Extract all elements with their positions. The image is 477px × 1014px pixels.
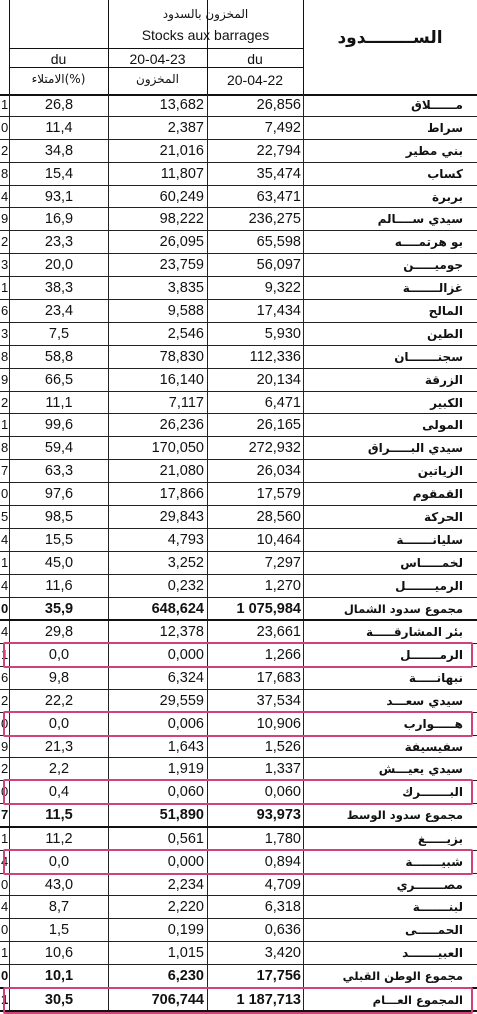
table-row	[0, 736, 477, 759]
capacity-cell: 22,794	[207, 140, 303, 162]
table-header	[0, 0, 477, 96]
stock-cell: 1,919	[108, 758, 207, 780]
dam-name-cell: غزالـــــــة	[303, 277, 477, 299]
capacity-cell: 26,856	[207, 94, 303, 116]
stock-cell: 29,559	[108, 690, 207, 712]
stock-cell: 170,050	[108, 437, 207, 459]
header-divider	[303, 0, 304, 94]
capacity-cell: 9,322	[207, 277, 303, 299]
row-edge-digit: 0	[1, 968, 9, 984]
stock-cell: 2,546	[108, 323, 207, 345]
stock-cell: 26,095	[108, 231, 207, 253]
capacity-cell: 17,579	[207, 483, 303, 505]
stock-cell: 0,000	[108, 851, 207, 873]
header-date-current: 20-04-23	[129, 51, 186, 67]
dam-name-cell: نبهانـــــة	[303, 667, 477, 689]
header-stock-label: المخزون	[136, 72, 179, 86]
table-row	[0, 369, 477, 392]
header-rule	[9, 48, 303, 49]
stock-cell: 4,793	[108, 529, 207, 551]
capacity-cell: 93,973	[207, 804, 303, 826]
dam-name-cell: بئر المشارقـــــة	[303, 621, 477, 643]
stock-cell: 706,744	[108, 989, 207, 1011]
capacity-cell: 10,464	[207, 529, 303, 551]
capacity-cell: 0,060	[207, 781, 303, 803]
row-edge-digit: 8	[1, 440, 9, 456]
table-row	[0, 483, 477, 506]
capacity-cell: 6,318	[207, 896, 303, 918]
dam-name-cell: سيدي سعـــد	[303, 690, 477, 712]
dam-name-cell: الزياتين	[303, 460, 477, 482]
stock-cell: 17,866	[108, 483, 207, 505]
dam-name-cell: سيدي البـــــراق	[303, 437, 477, 459]
fill-percent-cell: 58,8	[9, 346, 108, 368]
dam-name-cell: الكبير	[303, 392, 477, 414]
dam-name-cell: بو هرتمــــه	[303, 231, 477, 253]
stock-cell: 51,890	[108, 804, 207, 826]
table-row	[0, 94, 477, 117]
row-edge-digit: 1	[1, 417, 9, 433]
stock-cell: 13,682	[108, 94, 207, 116]
row-edge-digit: 1	[1, 280, 9, 296]
capacity-cell: 1 075,984	[207, 598, 303, 620]
row-edge-digit: 8	[1, 348, 9, 364]
table-row	[0, 919, 477, 942]
capacity-cell: 1,266	[207, 644, 303, 666]
dam-name-cell: كساب	[303, 163, 477, 185]
table-row	[0, 414, 477, 437]
row-edge-digit: 0	[1, 715, 9, 731]
row-edge-digit: 0	[1, 486, 9, 502]
table-row	[0, 874, 477, 897]
row-edge-digit: 4	[1, 188, 9, 204]
dam-name-cell: المولى	[303, 414, 477, 436]
fill-percent-cell: 16,9	[9, 208, 108, 230]
row-edge-digit: 9	[1, 211, 9, 227]
header-date-previous: 20-04-22	[226, 72, 284, 88]
fill-percent-cell: 15,4	[9, 163, 108, 185]
dam-name-cell: الرميـــــــل	[303, 575, 477, 597]
capacity-cell: 28,560	[207, 506, 303, 528]
capacity-cell: 17,756	[207, 965, 303, 987]
stock-cell: 6,324	[108, 667, 207, 689]
fill-percent-cell: 9,8	[9, 667, 108, 689]
table-body	[0, 94, 477, 1012]
row-edge-digit: 1	[1, 945, 9, 961]
capacity-cell: 1,270	[207, 575, 303, 597]
capacity-cell: 1,780	[207, 828, 303, 850]
stock-cell: 9,588	[108, 300, 207, 322]
row-edge-digit: 7	[1, 463, 9, 479]
dam-name-cell: القمقوم	[303, 483, 477, 505]
fill-percent-cell: 23,3	[9, 231, 108, 253]
row-edge-digit: 7	[1, 807, 9, 823]
table-total-row	[0, 804, 477, 828]
table-row	[0, 529, 477, 552]
table-row	[0, 392, 477, 415]
capacity-cell: 0,894	[207, 851, 303, 873]
dam-name-cell: شبيـــــــة	[303, 851, 477, 873]
table-row	[0, 117, 477, 140]
table-row	[0, 667, 477, 690]
row-edge-digit: 9	[1, 371, 9, 387]
fill-percent-cell: 23,4	[9, 300, 108, 322]
fill-percent-cell: 10,1	[9, 965, 108, 987]
table-row	[0, 828, 477, 851]
dam-name-cell: لبنـــــــة	[303, 896, 477, 918]
stock-cell: 12,378	[108, 621, 207, 643]
table-total-row	[0, 598, 477, 622]
table-row	[0, 460, 477, 483]
dam-name-cell: الرمـــــــل	[303, 644, 477, 666]
capacity-cell: 1,337	[207, 758, 303, 780]
dam-name-cell: سفيسيفة	[303, 736, 477, 758]
fill-percent-cell: 2,2	[9, 758, 108, 780]
capacity-cell: 17,434	[207, 300, 303, 322]
stock-cell: 26,236	[108, 414, 207, 436]
row-edge-digit: 4	[1, 577, 9, 593]
row-edge-digit: 0	[1, 600, 9, 616]
fill-percent-cell: 22,2	[9, 690, 108, 712]
capacity-cell: 37,534	[207, 690, 303, 712]
row-edge-digit: 2	[1, 234, 9, 250]
header-title-ar: المخزون بالسدود	[162, 7, 249, 21]
table-row	[0, 690, 477, 713]
stock-cell: 0,561	[108, 828, 207, 850]
table-row	[0, 277, 477, 300]
fill-percent-cell: 0,4	[9, 781, 108, 803]
row-edge-digit: 2	[1, 394, 9, 410]
stock-cell: 1,643	[108, 736, 207, 758]
stock-cell: 16,140	[108, 369, 207, 391]
fill-percent-cell: 97,6	[9, 483, 108, 505]
dam-name-cell: المالح	[303, 300, 477, 322]
row-edge-digit: 8	[1, 165, 9, 181]
row-edge-digit: 3	[1, 325, 9, 341]
fill-percent-cell: 10,6	[9, 942, 108, 964]
table-row	[0, 506, 477, 529]
capacity-cell: 0,636	[207, 919, 303, 941]
stock-cell: 2,387	[108, 117, 207, 139]
capacity-cell: 63,471	[207, 186, 303, 208]
table-row	[0, 323, 477, 346]
dam-name-cell: مجموع الوطن القبلي	[303, 965, 477, 987]
dam-name-cell: بني مطير	[303, 140, 477, 162]
row-edge-digit: 3	[1, 257, 9, 273]
capacity-cell: 20,134	[207, 369, 303, 391]
table-row	[0, 140, 477, 163]
fill-percent-cell: 38,3	[9, 277, 108, 299]
fill-percent-cell: 29,8	[9, 621, 108, 643]
stock-cell: 98,222	[108, 208, 207, 230]
fill-percent-cell: 20,0	[9, 254, 108, 276]
capacity-cell: 4,709	[207, 874, 303, 896]
stock-cell: 23,759	[108, 254, 207, 276]
fill-percent-cell: 0,0	[9, 713, 108, 735]
capacity-cell: 3,420	[207, 942, 303, 964]
table-row	[0, 942, 477, 965]
row-edge-digit: 1	[1, 646, 9, 662]
dam-name-cell: الزرقة	[303, 369, 477, 391]
table-row	[0, 644, 477, 667]
fill-percent-cell: 26,8	[9, 94, 108, 116]
table-row	[0, 231, 477, 254]
header-dams-label: الســــــــدود	[337, 28, 443, 48]
row-edge-digit: 9	[1, 738, 9, 754]
capacity-cell: 6,471	[207, 392, 303, 414]
capacity-cell: 7,492	[207, 117, 303, 139]
fill-percent-cell: 1,5	[9, 919, 108, 941]
row-edge-digit: 6	[1, 669, 9, 685]
stock-cell: 0,006	[108, 713, 207, 735]
row-edge-digit: 0	[1, 119, 9, 135]
dam-name-cell: المجموع العـــام	[303, 989, 477, 1011]
header-rule	[9, 67, 303, 68]
row-edge-digit: 0	[1, 784, 9, 800]
fill-percent-cell: 0,0	[9, 644, 108, 666]
row-edge-digit: 0	[1, 922, 9, 938]
table-row	[0, 781, 477, 804]
fill-percent-cell: 93,1	[9, 186, 108, 208]
table-row	[0, 208, 477, 231]
table-row	[0, 346, 477, 369]
fill-percent-cell: 34,8	[9, 140, 108, 162]
capacity-cell: 17,683	[207, 667, 303, 689]
stock-cell: 3,252	[108, 552, 207, 574]
capacity-cell: 5,930	[207, 323, 303, 345]
capacity-cell: 1 187,713	[207, 989, 303, 1011]
dam-name-cell: العبيـــــــد	[303, 942, 477, 964]
capacity-cell: 1,526	[207, 736, 303, 758]
stock-cell: 0,232	[108, 575, 207, 597]
dam-name-cell: مجموع سدود الوسط	[303, 804, 477, 826]
capacity-cell: 236,275	[207, 208, 303, 230]
fill-percent-cell: 11,5	[9, 804, 108, 826]
fill-percent-cell: 11,1	[9, 392, 108, 414]
header-du-left: du	[50, 51, 67, 67]
capacity-cell: 23,661	[207, 621, 303, 643]
stock-cell: 2,234	[108, 874, 207, 896]
dam-name-cell: هـــــوارب	[303, 713, 477, 735]
stock-cell: 648,624	[108, 598, 207, 620]
fill-percent-cell: 45,0	[9, 552, 108, 574]
fill-percent-cell: 35,9	[9, 598, 108, 620]
dam-name-cell: سيدي يعيـــش	[303, 758, 477, 780]
table-row	[0, 437, 477, 460]
fill-percent-cell: 7,5	[9, 323, 108, 345]
dam-name-cell: جوميـــــن	[303, 254, 477, 276]
stock-cell: 21,016	[108, 140, 207, 162]
table-row	[0, 758, 477, 781]
dam-name-cell: البـــــــرك	[303, 781, 477, 803]
dam-name-cell: مــــــلاق	[303, 94, 477, 116]
capacity-cell: 10,906	[207, 713, 303, 735]
dam-name-cell: بزيـــــغ	[303, 828, 477, 850]
fill-percent-cell: 0,0	[9, 851, 108, 873]
table-row	[0, 896, 477, 919]
header-fill-label: الامتلاء(%)	[31, 72, 86, 86]
stock-cell: 78,830	[108, 346, 207, 368]
dam-name-cell: مجموع سدود الشمال	[303, 598, 477, 620]
dam-name-cell: لخمـــــاس	[303, 552, 477, 574]
fill-percent-cell: 8,7	[9, 896, 108, 918]
fill-percent-cell: 11,6	[9, 575, 108, 597]
stock-cell: 3,835	[108, 277, 207, 299]
table-total-row	[0, 989, 477, 1013]
stock-cell: 29,843	[108, 506, 207, 528]
capacity-cell: 65,598	[207, 231, 303, 253]
capacity-cell: 56,097	[207, 254, 303, 276]
table-row	[0, 713, 477, 736]
row-edge-digit: 0	[1, 876, 9, 892]
stock-cell: 2,220	[108, 896, 207, 918]
row-edge-digit: 2	[1, 761, 9, 777]
stock-cell: 0,199	[108, 919, 207, 941]
fill-percent-cell: 99,6	[9, 414, 108, 436]
table-row	[0, 575, 477, 598]
fill-percent-cell: 66,5	[9, 369, 108, 391]
stock-cell: 0,060	[108, 781, 207, 803]
row-edge-digit: 4	[1, 899, 9, 915]
stock-cell: 60,249	[108, 186, 207, 208]
row-edge-digit: 4	[1, 624, 9, 640]
dam-name-cell: سجنـــــــان	[303, 346, 477, 368]
header-du-right: du	[247, 51, 263, 67]
row-edge-digit: 1	[1, 830, 9, 846]
table-row	[0, 163, 477, 186]
stock-cell: 6,230	[108, 965, 207, 987]
fill-percent-cell: 21,3	[9, 736, 108, 758]
fill-percent-cell: 11,2	[9, 828, 108, 850]
fill-percent-cell: 11,4	[9, 117, 108, 139]
fill-percent-cell: 30,5	[9, 989, 108, 1011]
row-edge-digit: 5	[1, 509, 9, 525]
table-row	[0, 186, 477, 209]
table-row	[0, 851, 477, 874]
stock-cell: 11,807	[108, 163, 207, 185]
stock-cell: 1,015	[108, 942, 207, 964]
stock-cell: 0,000	[108, 644, 207, 666]
row-edge-digit: 6	[1, 303, 9, 319]
header-title-fr: Stocks aux barrages	[141, 27, 270, 43]
table-row	[0, 254, 477, 277]
table-total-row	[0, 965, 477, 989]
table-row	[0, 621, 477, 644]
capacity-cell: 26,034	[207, 460, 303, 482]
fill-percent-cell: 63,3	[9, 460, 108, 482]
capacity-cell: 272,932	[207, 437, 303, 459]
capacity-cell: 35,474	[207, 163, 303, 185]
dam-name-cell: سيدي ســــالم	[303, 208, 477, 230]
row-edge-digit: 2	[1, 692, 9, 708]
stock-cell: 21,080	[108, 460, 207, 482]
table-row	[0, 300, 477, 323]
dam-name-cell: الطين	[303, 323, 477, 345]
row-edge-digit: 4	[1, 853, 9, 869]
capacity-cell: 7,297	[207, 552, 303, 574]
fill-percent-cell: 43,0	[9, 874, 108, 896]
dam-name-cell: سليانـــــــة	[303, 529, 477, 551]
capacity-cell: 26,165	[207, 414, 303, 436]
row-edge-digit: 1	[1, 97, 9, 112]
dam-name-cell: سراط	[303, 117, 477, 139]
fill-percent-cell: 15,5	[9, 529, 108, 551]
dam-name-cell: بربرة	[303, 186, 477, 208]
stock-cell: 7,117	[108, 392, 207, 414]
capacity-cell: 112,336	[207, 346, 303, 368]
fill-percent-cell: 98,5	[9, 506, 108, 528]
row-edge-digit: 1	[1, 991, 9, 1007]
row-edge-digit: 2	[1, 142, 9, 158]
fill-percent-cell: 59,4	[9, 437, 108, 459]
row-edge-digit: 1	[1, 554, 9, 570]
table-row	[0, 552, 477, 575]
dam-name-cell: مصـــــــري	[303, 874, 477, 896]
row-edge-digit: 4	[1, 531, 9, 547]
dam-name-cell: الحمـــــى	[303, 919, 477, 941]
dam-name-cell: الحركة	[303, 506, 477, 528]
